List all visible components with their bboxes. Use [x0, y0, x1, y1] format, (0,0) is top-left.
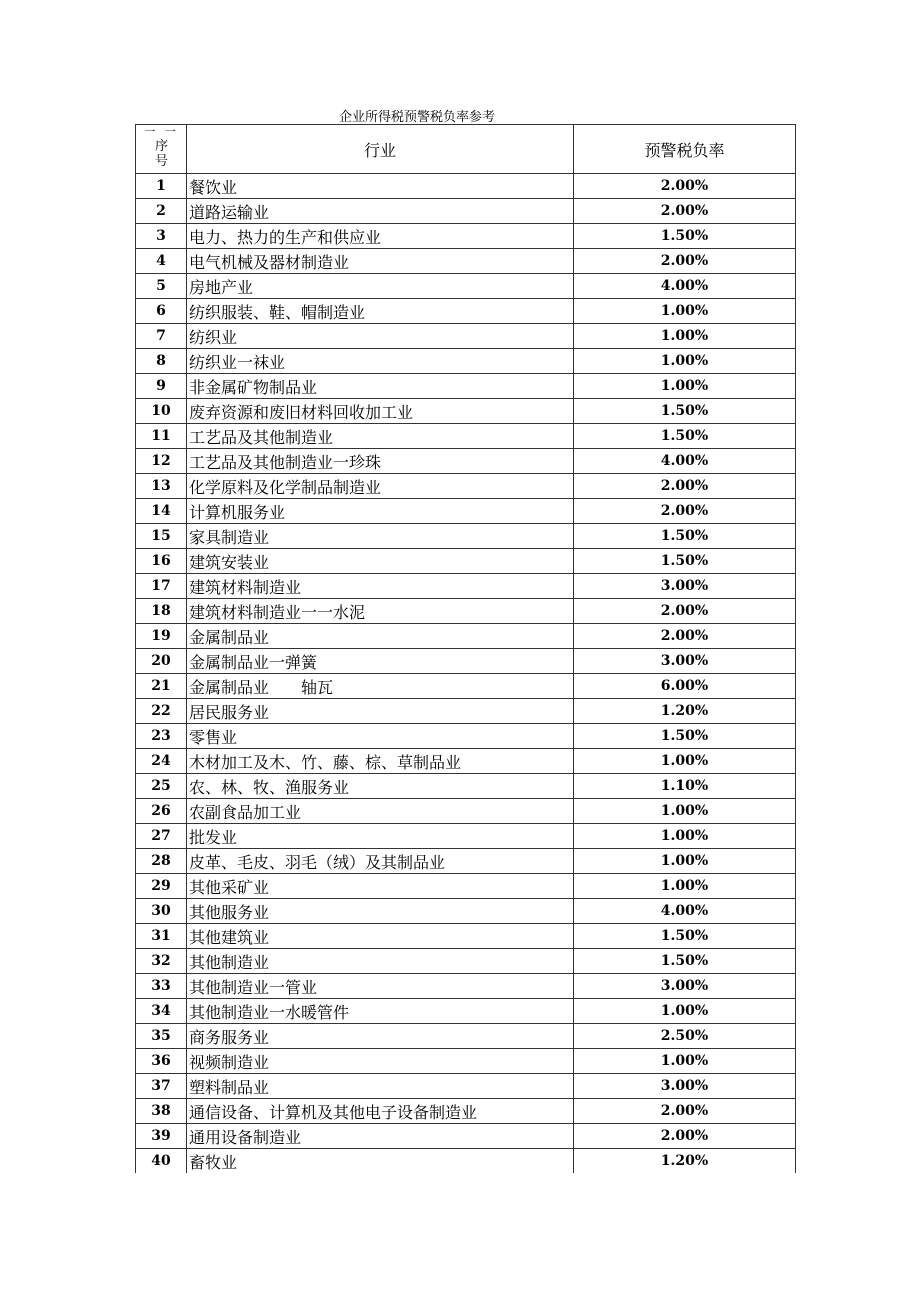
table-row [136, 649, 796, 674]
table-row [136, 399, 796, 424]
industry-name: 家具制造业 [187, 524, 574, 549]
warning-tax-rate: 1.00% [574, 1049, 796, 1074]
table-row [136, 899, 796, 924]
table-row [136, 749, 796, 774]
table-row [136, 974, 796, 999]
column-header-no-label: 序 号 [154, 139, 168, 169]
row-number: 19 [136, 624, 187, 649]
column-header-rate: 预警税负率 [574, 125, 796, 174]
industry-name: 纺织业 [187, 324, 574, 349]
table-body [136, 174, 796, 1174]
industry-name: 其他制造业一水暖管件 [187, 999, 574, 1024]
industry-name: 建筑材料制造业一一水泥 [187, 599, 574, 624]
table-row [136, 1024, 796, 1049]
warning-tax-rate: 1.10% [574, 774, 796, 799]
warning-tax-rate: 1.00% [574, 999, 796, 1024]
industry-name: 建筑材料制造业 [187, 574, 574, 599]
table-row [136, 424, 796, 449]
warning-tax-rate: 2.00% [574, 624, 796, 649]
table-row [136, 549, 796, 574]
warning-tax-rate: 1.00% [574, 824, 796, 849]
row-number: 37 [136, 1074, 187, 1099]
industry-name: 其他建筑业 [187, 924, 574, 949]
row-number: 12 [136, 449, 187, 474]
row-number: 22 [136, 699, 187, 724]
row-number: 31 [136, 924, 187, 949]
industry-name: 零售业 [187, 724, 574, 749]
table-row [136, 1149, 796, 1174]
row-number: 1 [136, 174, 187, 199]
row-number: 26 [136, 799, 187, 824]
industry-name: 化学原料及化学制品制造业 [187, 474, 574, 499]
industry-name: 非金属矿物制品业 [187, 374, 574, 399]
table-row [136, 624, 796, 649]
industry-name: 通信设备、计算机及其他电子设备制造业 [187, 1099, 574, 1124]
industry-name: 商务服务业 [187, 1024, 574, 1049]
row-number: 28 [136, 849, 187, 874]
industry-name: 通用设备制造业 [187, 1124, 574, 1149]
warning-tax-rate: 3.00% [574, 974, 796, 999]
warning-tax-rate: 2.00% [574, 1124, 796, 1149]
industry-name: 皮革、毛皮、羽毛（绒）及其制品业 [187, 849, 574, 874]
warning-tax-rate: 1.50% [574, 924, 796, 949]
table-row [136, 724, 796, 749]
warning-tax-rate: 1.20% [574, 1149, 796, 1174]
industry-name: 金属制品业一弹簧 [187, 649, 574, 674]
table-row [136, 299, 796, 324]
industry-name: 其他服务业 [187, 899, 574, 924]
row-number: 23 [136, 724, 187, 749]
industry-name: 餐饮业 [187, 174, 574, 199]
warning-tax-rate: 1.50% [574, 224, 796, 249]
tax-rate-table [135, 124, 796, 1173]
table-row [136, 699, 796, 724]
table-row [136, 949, 796, 974]
warning-tax-rate: 1.50% [574, 549, 796, 574]
warning-tax-rate: 2.00% [574, 499, 796, 524]
industry-name: 房地产业 [187, 274, 574, 299]
row-number: 25 [136, 774, 187, 799]
warning-tax-rate: 1.50% [574, 399, 796, 424]
row-number: 18 [136, 599, 187, 624]
table-row [136, 674, 796, 699]
column-header-industry: 行业 [187, 125, 574, 174]
table-row [136, 1074, 796, 1099]
table-row [136, 249, 796, 274]
row-number: 9 [136, 374, 187, 399]
row-number: 7 [136, 324, 187, 349]
industry-name: 农副食品加工业 [187, 799, 574, 824]
row-number: 24 [136, 749, 187, 774]
table-row [136, 1049, 796, 1074]
row-number: 35 [136, 1024, 187, 1049]
warning-tax-rate: 2.00% [574, 249, 796, 274]
table-row [136, 874, 796, 899]
table-row [136, 999, 796, 1024]
table-row [136, 199, 796, 224]
table-row [136, 224, 796, 249]
industry-name: 批发业 [187, 824, 574, 849]
warning-tax-rate: 2.00% [574, 599, 796, 624]
row-number: 15 [136, 524, 187, 549]
row-number: 14 [136, 499, 187, 524]
table-row [136, 474, 796, 499]
warning-tax-rate: 1.00% [574, 799, 796, 824]
table-row [136, 599, 796, 624]
table-row [136, 799, 796, 824]
table-row [136, 524, 796, 549]
table-row [136, 1099, 796, 1124]
warning-tax-rate: 1.50% [574, 724, 796, 749]
warning-tax-rate: 4.00% [574, 274, 796, 299]
warning-tax-rate: 2.50% [574, 1024, 796, 1049]
warning-tax-rate: 3.00% [574, 1074, 796, 1099]
table-row [136, 274, 796, 299]
industry-name: 纺织业一袜业 [187, 349, 574, 374]
warning-tax-rate: 1.00% [574, 849, 796, 874]
industry-name: 畜牧业 [187, 1149, 574, 1174]
row-number: 40 [136, 1149, 187, 1174]
row-number: 27 [136, 824, 187, 849]
page-title: 企业所得税预警税负率参考 [338, 110, 495, 125]
warning-tax-rate: 3.00% [574, 649, 796, 674]
warning-tax-rate: 3.00% [574, 574, 796, 599]
row-number: 34 [136, 999, 187, 1024]
warning-tax-rate: 1.50% [574, 524, 796, 549]
industry-name: 金属制品业 [187, 624, 574, 649]
warning-tax-rate: 1.50% [574, 424, 796, 449]
row-number: 20 [136, 649, 187, 674]
row-number: 30 [136, 899, 187, 924]
row-number: 3 [136, 224, 187, 249]
warning-tax-rate: 4.00% [574, 899, 796, 924]
industry-name: 其他制造业一管业 [187, 974, 574, 999]
warning-tax-rate: 4.00% [574, 449, 796, 474]
row-number: 2 [136, 199, 187, 224]
industry-name: 电力、热力的生产和供应业 [187, 224, 574, 249]
row-number: 32 [136, 949, 187, 974]
row-number: 11 [136, 424, 187, 449]
row-number: 16 [136, 549, 187, 574]
warning-tax-rate: 1.00% [574, 749, 796, 774]
warning-tax-rate: 1.00% [574, 874, 796, 899]
table-row [136, 849, 796, 874]
table-row [136, 574, 796, 599]
row-number: 5 [136, 274, 187, 299]
table-row [136, 449, 796, 474]
warning-tax-rate: 2.00% [574, 474, 796, 499]
warning-tax-rate: 1.00% [574, 374, 796, 399]
row-number: 8 [136, 349, 187, 374]
warning-tax-rate: 2.00% [574, 199, 796, 224]
row-number: 36 [136, 1049, 187, 1074]
warning-tax-rate: 1.00% [574, 299, 796, 324]
row-number: 4 [136, 249, 187, 274]
industry-name: 废弃资源和废旧材料回收加工业 [187, 399, 574, 424]
table-row [136, 824, 796, 849]
industry-name: 农、林、牧、渔服务业 [187, 774, 574, 799]
warning-tax-rate: 2.00% [574, 1099, 796, 1124]
industry-name: 其他采矿业 [187, 874, 574, 899]
warning-tax-rate: 1.00% [574, 349, 796, 374]
table-row [136, 374, 796, 399]
industry-name: 金属制品业 轴瓦 [187, 674, 574, 699]
industry-name: 视频制造业 [187, 1049, 574, 1074]
table-row [136, 1124, 796, 1149]
industry-name: 计算机服务业 [187, 499, 574, 524]
industry-name: 纺织服装、鞋、帽制造业 [187, 299, 574, 324]
row-number: 38 [136, 1099, 187, 1124]
warning-tax-rate: 1.50% [574, 949, 796, 974]
column-header-no [136, 125, 187, 174]
row-number: 6 [136, 299, 187, 324]
industry-name: 道路运输业 [187, 199, 574, 224]
industry-name: 电气机械及器材制造业 [187, 249, 574, 274]
industry-name: 木材加工及木、竹、藤、棕、草制品业 [187, 749, 574, 774]
industry-name: 塑料制品业 [187, 1074, 574, 1099]
table-row [136, 499, 796, 524]
table-row [136, 349, 796, 374]
row-number: 39 [136, 1124, 187, 1149]
table-header-row [136, 125, 796, 174]
warning-tax-rate: 2.00% [574, 174, 796, 199]
row-number: 21 [136, 674, 187, 699]
industry-name: 工艺品及其他制造业一珍珠 [187, 449, 574, 474]
industry-name: 其他制造业 [187, 949, 574, 974]
table-row [136, 324, 796, 349]
industry-name: 居民服务业 [187, 699, 574, 724]
table-row [136, 174, 796, 199]
table-row [136, 774, 796, 799]
industry-name: 工艺品及其他制造业 [187, 424, 574, 449]
row-number: 29 [136, 874, 187, 899]
header-mark: 一 一 [144, 125, 179, 138]
row-number: 33 [136, 974, 187, 999]
row-number: 10 [136, 399, 187, 424]
row-number: 17 [136, 574, 187, 599]
industry-name: 建筑安装业 [187, 549, 574, 574]
warning-tax-rate: 1.00% [574, 324, 796, 349]
row-number: 13 [136, 474, 187, 499]
warning-tax-rate: 1.20% [574, 699, 796, 724]
warning-tax-rate: 6.00% [574, 674, 796, 699]
table-row [136, 924, 796, 949]
